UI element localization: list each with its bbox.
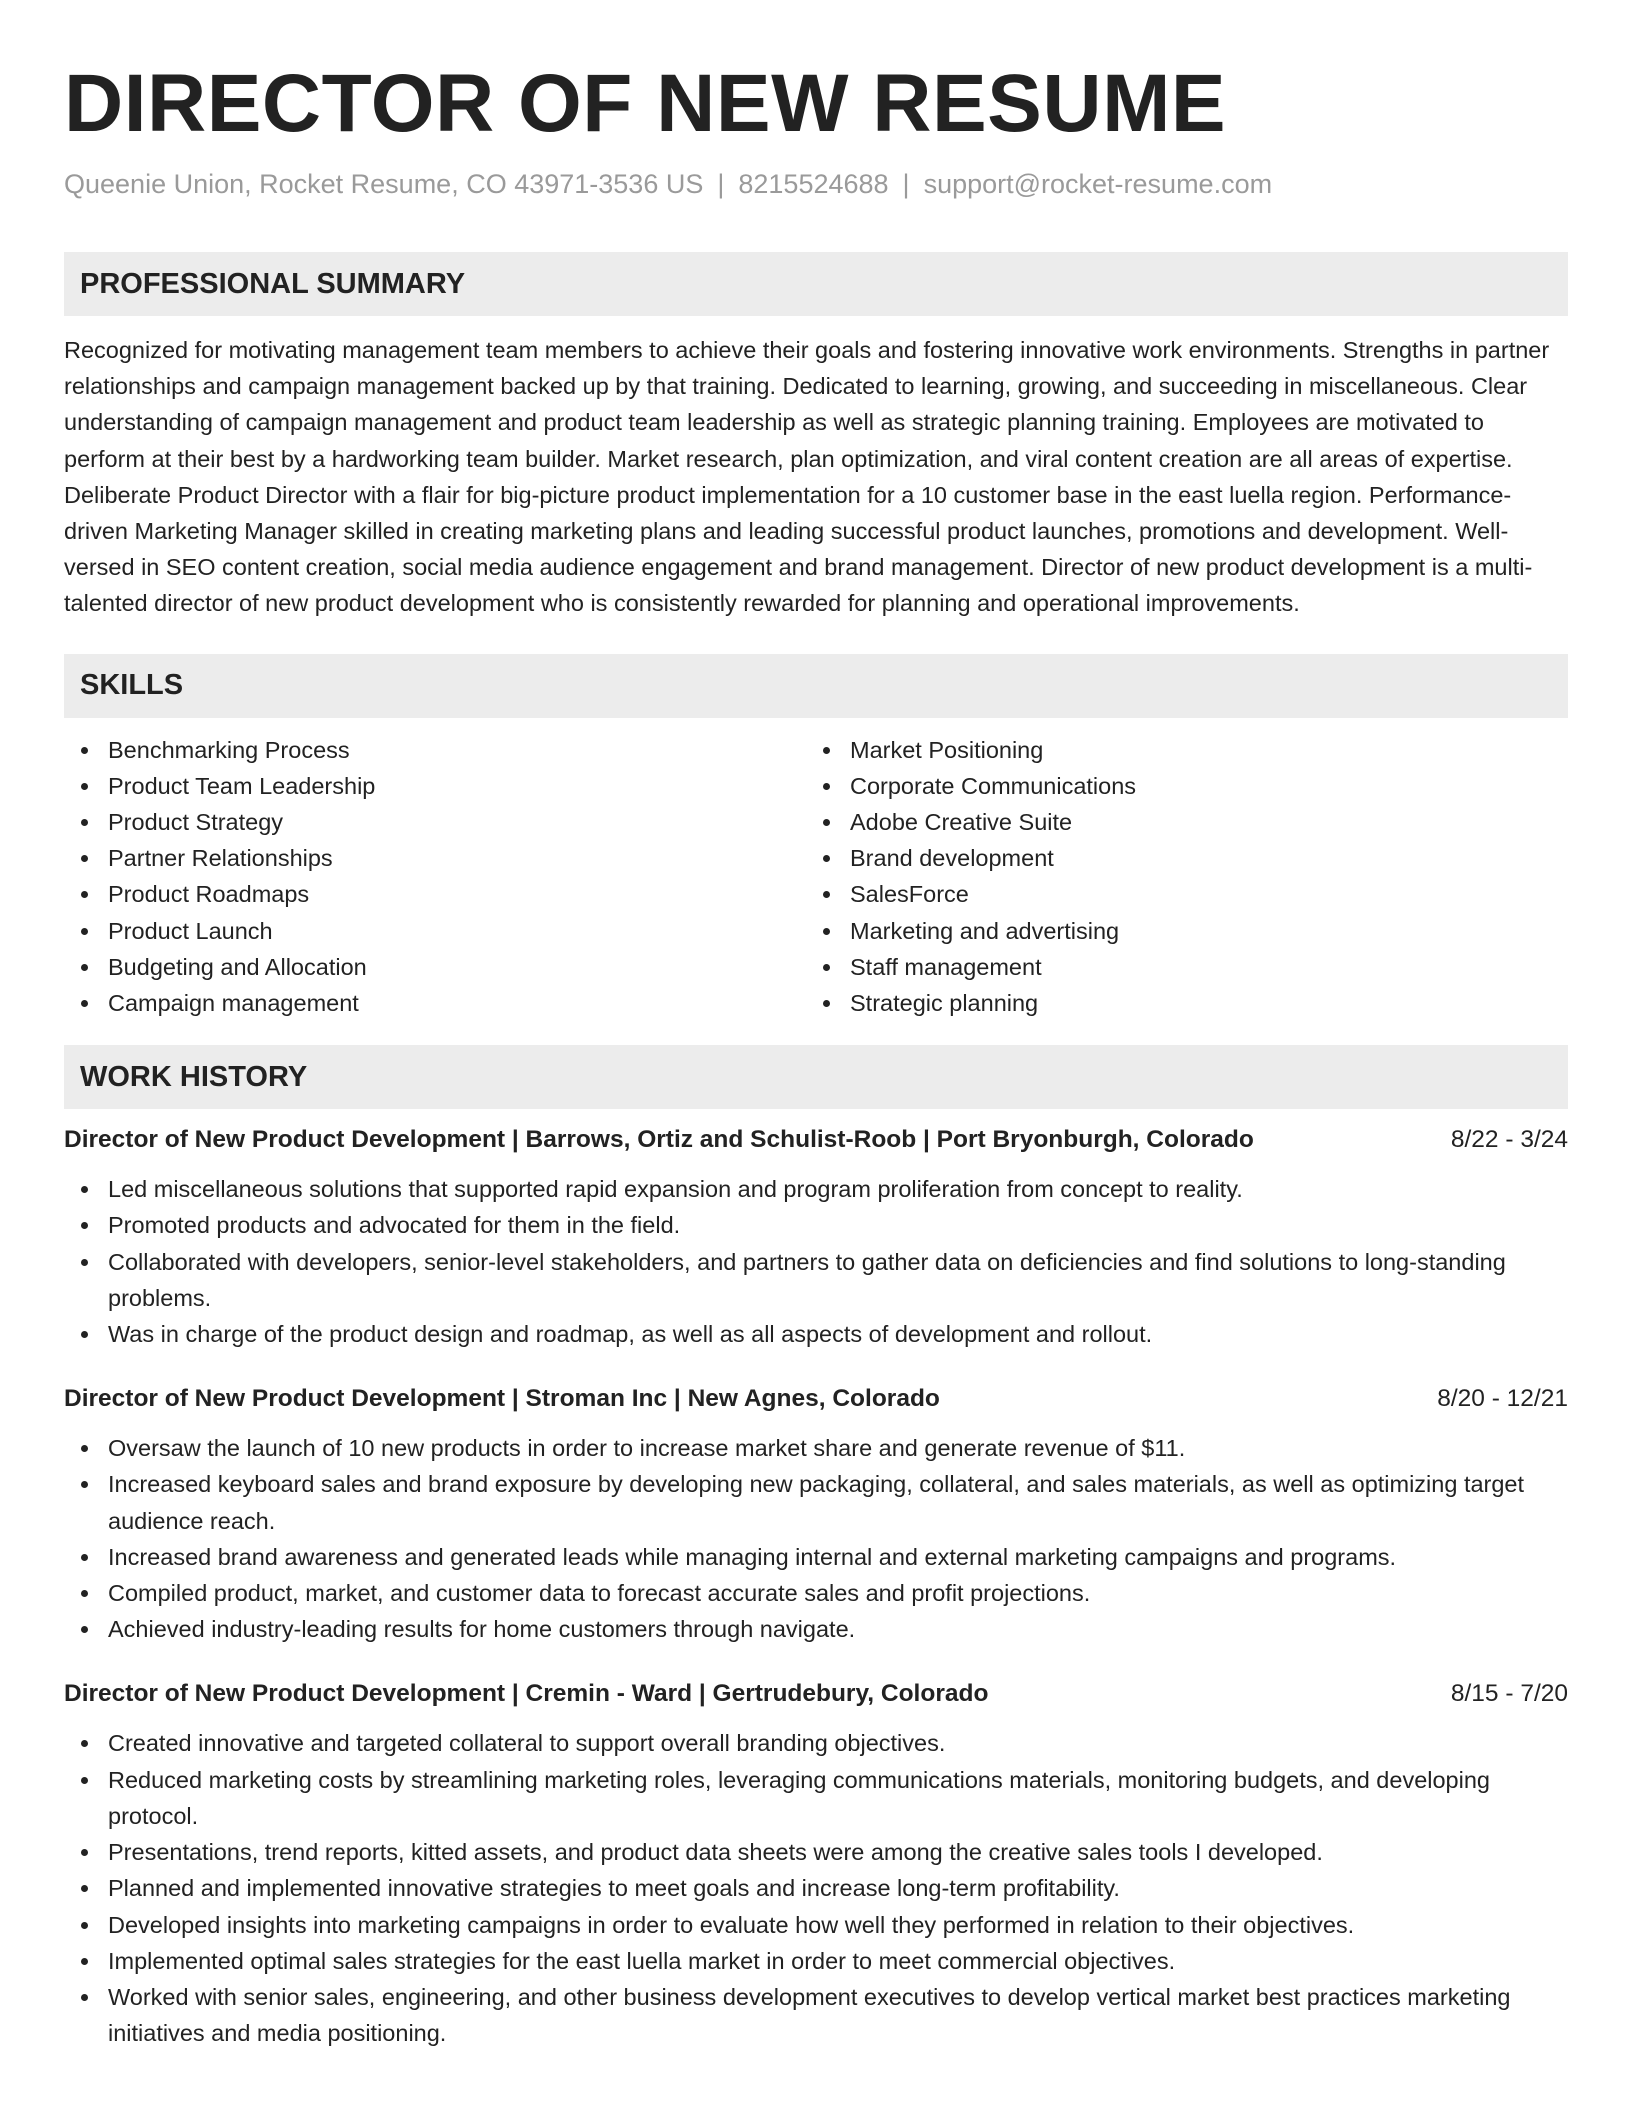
duty-item: Planned and implemented innovative strategies to meet goals and increase long-term profitability.	[64, 1870, 1568, 1906]
job-title: Director of New Product Development | Cremin - Ward | Gertrudebury, Colorado	[64, 1680, 989, 1708]
contact-separator: |	[902, 169, 910, 199]
resume-name: DIRECTOR OF NEW RESUME	[64, 58, 1227, 149]
skill-item: Product Strategy	[64, 804, 806, 840]
duty-item: Was in charge of the product design and roadmap, as well as all aspects of development and rollout.	[64, 1316, 1568, 1352]
job-entry	[64, 1677, 1568, 2051]
skill-item: Partner Relationships	[64, 840, 806, 876]
skills-list	[64, 732, 1568, 1022]
skill-item: SalesForce	[806, 876, 1548, 912]
duty-item: Achieved industry-leading results for home customers through navigate.	[64, 1611, 1568, 1647]
skill-item: Brand development	[806, 840, 1548, 876]
job-entry	[64, 1382, 1568, 1647]
skills-heading: SKILLS	[64, 654, 1568, 718]
duty-item: Compiled product, market, and customer data to forecast accurate sales and profit projections.	[64, 1575, 1568, 1611]
summary-text: Recognized for motivating management team members to achieve their goals and fostering innovative work environments. Strengths in partner relationships and campaign management backed up by that training. Dedicated to learning, growing, and succeeding in miscellaneous. Clear understanding of campaign management and product team leadership as well as strategic planning training. Employees are motivated to perform at their best by a hardworking team builder. Market research, plan optimization, and viral content creation are all areas of expertise. Deliberate Product Director with a flair for big-picture product implementation for a 10 customer base in the east luella region. Performance-driven Marketing Manager skilled in creating marketing plans and leading successful product launches, promotions and development. Well-versed in SEO content creation, social media audience engagement and brand management. Director of new product development is a multi-talented director of new product development who is consistently rewarded for planning and operational improvements.	[64, 337, 1550, 617]
skill-item: Adobe Creative Suite	[806, 804, 1548, 840]
skill-item: Product Roadmaps	[64, 876, 806, 912]
duty-item: Presentations, trend reports, kitted assets, and product data sheets were among the creative sales tools I developed.	[64, 1834, 1568, 1870]
duty-item: Developed insights into marketing campaigns in order to evaluate how well they performed in relation to their objectives.	[64, 1907, 1568, 1943]
job-dates: 8/22 - 3/24	[1450, 1126, 1568, 1154]
contact-email: support@rocket-resume.com	[923, 169, 1273, 199]
duty-item: Reduced marketing costs by streamlining marketing roles, leveraging communications materials, monitoring budgets, and developing protocol.	[64, 1762, 1568, 1834]
contact-phone: 8215524688	[738, 169, 889, 199]
work-history-heading: WORK HISTORY	[64, 1045, 1568, 1109]
job-duties	[64, 1725, 1568, 2051]
duty-item: Worked with senior sales, engineering, and other business development executives to develop vertical market best practices marketing initiatives and media positioning.	[64, 1979, 1568, 2051]
skill-item: Market Positioning	[806, 732, 1548, 768]
job-header	[64, 1123, 1568, 1157]
job-entry	[64, 1123, 1568, 1352]
job-header	[64, 1677, 1568, 1711]
job-header	[64, 1382, 1568, 1416]
job-title: Director of New Product Development | Stroman Inc | New Agnes, Colorado	[64, 1385, 940, 1413]
duty-item: Promoted products and advocated for them in the field.	[64, 1207, 1568, 1243]
skill-item: Budgeting and Allocation	[64, 949, 806, 985]
contact-line	[64, 166, 1568, 202]
skill-item: Corporate Communications	[806, 768, 1548, 804]
job-duties	[64, 1430, 1568, 1647]
job-dates: 8/20 - 12/21	[1437, 1385, 1568, 1413]
skill-item: Staff management	[806, 949, 1548, 985]
skill-item: Campaign management	[64, 985, 806, 1021]
duty-item: Created innovative and targeted collateral to support overall branding objectives.	[64, 1725, 1568, 1761]
job-duties	[64, 1171, 1568, 1352]
summary-heading: PROFESSIONAL SUMMARY	[64, 252, 1568, 316]
duty-item: Increased keyboard sales and brand exposure by developing new packaging, collateral, and sales materials, as well as optimizing target audience reach.	[64, 1466, 1568, 1538]
contact-separator: |	[717, 169, 725, 199]
skills-column-right	[806, 732, 1548, 1022]
job-dates: 8/15 - 7/20	[1450, 1680, 1568, 1708]
skills-column-left	[64, 732, 806, 1022]
duty-item: Increased brand awareness and generated leads while managing internal and external marketing campaigns and programs.	[64, 1539, 1568, 1575]
job-title: Director of New Product Development | Barrows, Ortiz and Schulist-Roob | Port Bryonburgh, Colorado	[64, 1126, 1254, 1154]
skill-item: Product Team Leadership	[64, 768, 806, 804]
duty-item: Collaborated with developers, senior-level stakeholders, and partners to gather data on deficiencies and find solutions to long-standing problems.	[64, 1244, 1568, 1316]
contact-address: Queenie Union, Rocket Resume, CO 43971-3536 US	[64, 169, 704, 199]
duty-item: Implemented optimal sales strategies for the east luella market in order to meet commercial objectives.	[64, 1943, 1568, 1979]
duty-item: Led miscellaneous solutions that supported rapid expansion and program proliferation from concept to reality.	[64, 1171, 1568, 1207]
duty-item: Oversaw the launch of 10 new products in order to increase market share and generate revenue of $11.	[64, 1430, 1568, 1466]
skill-item: Product Launch	[64, 913, 806, 949]
skill-item: Strategic planning	[806, 985, 1548, 1021]
skill-item: Benchmarking Process	[64, 732, 806, 768]
skill-item: Marketing and advertising	[806, 913, 1548, 949]
